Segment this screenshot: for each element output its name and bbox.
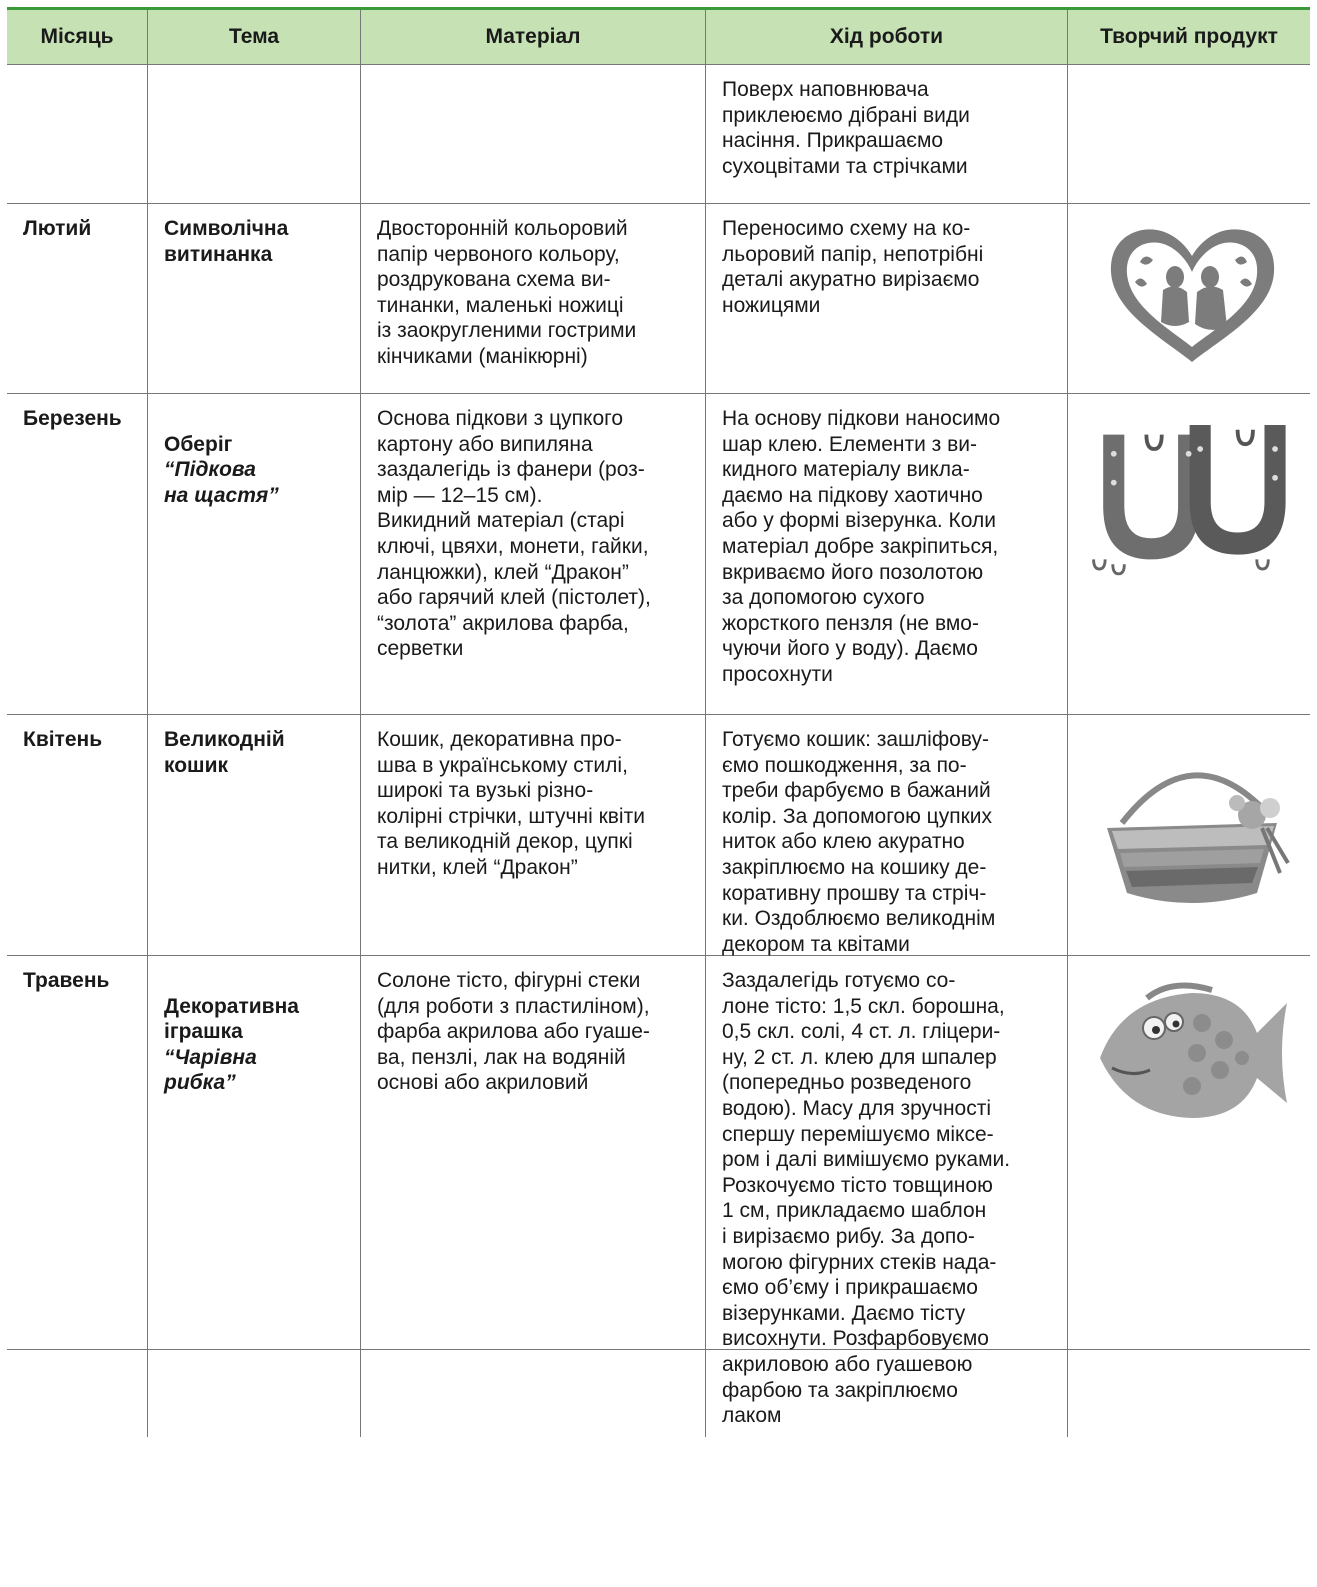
month-cell: Березень	[7, 394, 148, 714]
header-month: Місяць	[7, 10, 148, 64]
process-cell: Заздалегідь готуємо со- лоне тісто: 1,5 скл. борошна, 0,5 скл. солі, 4 ст. л. гліцери- ну, 2 ст. л. клею для шпалер (попередньо розведеного водою). Масу для зручності спершу перемішуємо міксе- ром і далі вимішуємо руками. Розкочуємо тісто товщиною 1 см, прикладаємо шаблон і вирізаємо рибу. За допо- могою фігурних стеків нада- ємо об’єму і прикрашаємо візерунками. Даємо тісту висохнути. Розфарбовуємо акриловою або гуашевою фарбою та закріплюємо лаком	[706, 956, 1068, 1437]
table-row	[7, 394, 1310, 715]
material-cell: Кошик, декоративна про- шва в українському стилі, широкі та вузькі різно- колірні стрічки, штучні квіти та великодній декор, цупкі нитки, клей “Дракон”	[361, 715, 706, 965]
header-topic: Тема	[148, 10, 361, 64]
month-cell: Травень	[7, 956, 148, 1437]
product-cell	[1068, 204, 1310, 393]
topic-title: Оберіг	[164, 432, 233, 456]
topic-cell: Великодній кошик	[148, 715, 361, 965]
process-cell: Переносимо схему на ко- льоровий папір, непотрібні деталі акуратно вирізаємо ножицями	[706, 204, 1068, 393]
salt-dough-fish-image	[1092, 978, 1292, 1128]
crafts-table	[7, 7, 1310, 1428]
material-cell	[361, 65, 706, 203]
table-row	[7, 715, 1310, 956]
month-cell: Квітень	[7, 715, 148, 965]
header-process: Хід роботи	[706, 10, 1068, 64]
table-row	[7, 956, 1310, 1428]
topic-quote: “Підкова на щастя”	[164, 458, 279, 507]
header-product: Творчий продукт	[1100, 25, 1278, 48]
material-cell: Основа підкови з цупкого картону або випиляна заздалегідь із фанери (роз- мір — 12–15 см). Викидний матеріал (старі ключі, цвяхи, монети, гайки, ланцюжки), клей “Дракон” або гарячий клей (пістолет), “золота” акрилова фарба, серветки	[361, 394, 706, 714]
material-cell: Солоне тісто, фігурні стеки (для роботи з пластиліном), фарба акрилова або гуаше- ва, пензлі, лак на водяній основі або акриловий	[361, 956, 706, 1437]
table-row	[7, 204, 1310, 394]
month-cell	[7, 65, 148, 203]
header-material: Матеріал	[361, 10, 706, 64]
easter-basket-image	[1092, 753, 1292, 913]
topic-cell	[148, 956, 361, 1437]
product-cell	[1068, 394, 1310, 714]
topic-cell	[148, 65, 361, 203]
product-cell	[1068, 715, 1310, 965]
material-cell: Двосторонній кольоровий папір червоного кольору, роздрукована схема ви- тинанки, маленькі ножиці із заокругленими гострими кінчиками (манікюрні)	[361, 204, 706, 393]
topic-cell: Символічна витинанка	[148, 204, 361, 393]
topic-title: Декоративна іграшка	[164, 994, 299, 1044]
topic-cell	[148, 394, 361, 714]
topic-quote: “Чарівна рибка”	[164, 1045, 257, 1095]
table-header	[7, 10, 1310, 65]
process-cell: Готуємо кошик: зашліфову- ємо пошкодження, за по- треби фарбуємо в бажаний колір. За допомогою цупких ниток або клею акуратно закріплюємо на кошику де- коративну прошву та стріч- ки. Оздоблюємо великоднім декором та квітами	[706, 715, 1068, 965]
horseshoe-image	[1084, 412, 1300, 582]
process-cell: На основу підкови наносимо шар клею. Елементи з ви- кидного матеріалу викла- даємо на підкову хаотично або у формі візерунка. Коли матеріал добре закріпиться, вкриваємо його позолотою за допомогою сухого жорсткого пензля (не вмо- чуючи його у воду). Даємо просохнути	[706, 394, 1068, 714]
month-cell: Лютий	[7, 204, 148, 393]
heart-papercut-image	[1105, 222, 1280, 367]
product-cell	[1068, 956, 1310, 1437]
process-cell: Поверх наповнювача приклеюємо дібрані види насіння. Прикрашаємо сухоцвітами та стрічками	[706, 65, 1068, 203]
table-row	[7, 65, 1310, 204]
product-cell	[1068, 65, 1310, 203]
